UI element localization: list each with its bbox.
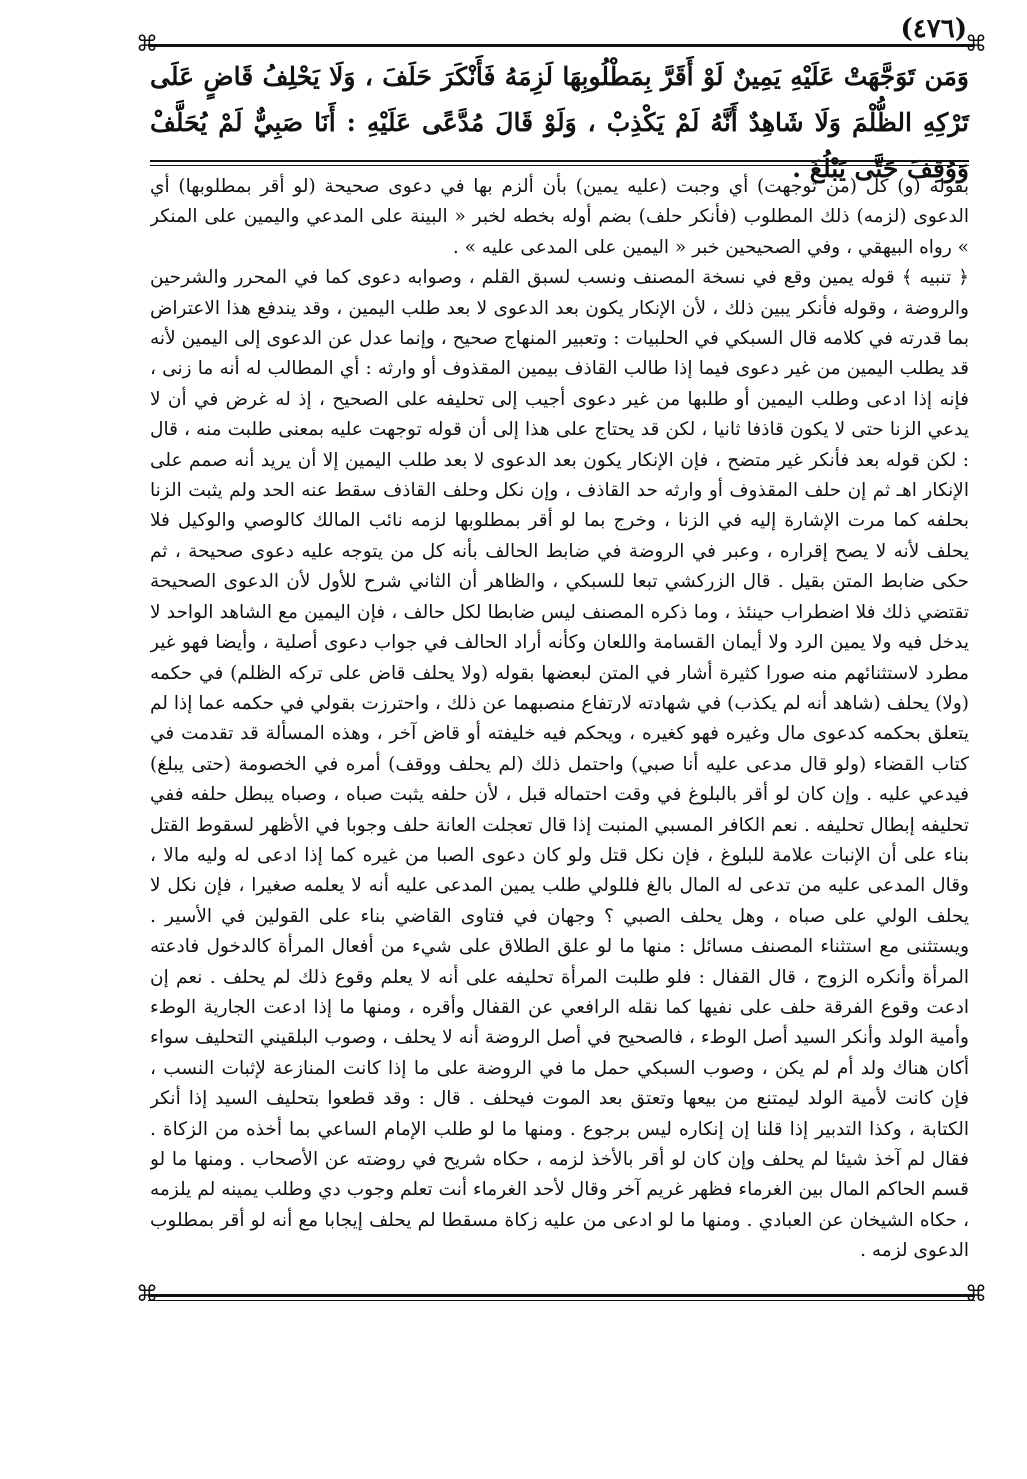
section-divider <box>150 160 969 162</box>
sharh-paragraph: بقوله (و) كل (من توجهت) أي وجبت (عليه يمين) بأن ألزم بها في دعوى صحيحة (لو أقر بمطلوبها) أي الدعوى (لزمه) ذلك المطلوب (فأنكر حلف) بضم أوله بخطه لخبر « البينة على المدعي واليمين على المنكر » رواه البيهقي ، وفي الصحيحين خبر « اليمين على المدعى عليه » . <box>150 176 969 258</box>
page-number: (٤٧٦) <box>900 14 967 44</box>
section-divider <box>150 165 969 166</box>
corner-ornament-icon: ⌘ <box>965 32 987 57</box>
sharh-paragraph: ﴿ تنبيه ﴾ قوله يمين وقع في نسخة المصنف ونسب لسبق القلم ، وصوابه دعوى كما في المحرر والشرحين والروضة ، وقوله فأنكر يبين ذلك ، لأن الإنكار يكون بعد الدعوى لا بعد طلب اليمين ، وقد يندفع هذا الاعتراض بما قدرته في كلامه قال السبكي في الحلبيات : وتعبير المنهاج صحيح ، وإنما عدل عن الدعوى إلى اليمين لأنه قد يطلب اليمين من غير دعوى فيما إذا طالب القاذف بيمين المقذوف أو وارثه : أي المطالب له أنه ما زنى ، فإنه إذا ادعى وطلب اليمين أو طلبها من غير دعوى أجيب إلى تحليفه على الصحيح ، إذ له غرض في أن لا يدعي الزنا حتى لا يكون قاذفا ثانيا ، لكن قد يحتاج على هذا إلى أن قوله توجهت عليه بمعنى طلبت منه ، قال : لكن قوله بعد فأنكر غير متضح ، فإن الإنكار يكون بعد الدعوى لا بعد طلب اليمين إلا أن يريد أنه صمم على الإنكار اهـ ثم إن حلف المقذوف أو وارثه حد القاذف ، وإن نكل وحلف القاذف سقط عنه الحد ولم يثبت الزنا بحلفه كما مرت الإشارة إليه في الزنا ، وخرج بما لو أقر بمطلوبها لزمه نائب المالك كالوصي والوكيل فلا يحلف لأنه لا يصح إقراره ، وعبر في الروضة في ضابط الحالف بأنه كل من يتوجه عليه دعوى صحيحة ، ثم حكى ضابط المتن بقيل . قال الزركشي تبعا للسبكي ، والظاهر أن الثاني شرح للأول لأن الدعوى الصحيحة تقتضي ذلك فلا اضطراب حينئذ ، وما ذكره المصنف ليس ضابطا لكل حالف ، فإن اليمين مع الشاهد الواحد لا يدخل فيه ولا يمين الرد ولا أيمان القسامة واللعان وكأنه أراد الحالف في جواب دعوى أصلية ، وأيضا فهو غير مطرد لاستثنائهم منه صورا كثيرة أشار في المتن لبعضها بقوله (ولا يحلف قاض على تركه الظلم) في حكمه (ولا) يحلف (شاهد أنه لم يكذب) في شهادته لارتفاع منصبهما عن ذلك ، واحترزت بقولي في حكمه عما إذا لم يتعلق بحكمه كدعوى مال وغيره فهو كغيره ، ويحكم فيه خليفته أو قاض آخر ، وهذه المسألة قد تقدمت في كتاب القضاء (ولو قال مدعى عليه أنا صبي) واحتمل ذلك (لم يحلف ووقف) أمره في الخصومة (حتى يبلغ) فيدعي عليه . وإن كان لو أقر بالبلوغ في وقت احتماله قبل ، لأن حلفه يثبت صباه ، وصباه يبطل حلفه ففي تحليفه إبطال تحليفه . نعم الكافر المسبي المنبت إذا قال تعجلت العانة حلف وجوبا في الأظهر لسقوط القتل بناء على أن الإنبات علامة للبلوغ ، فإن نكل قتل ولو كان دعوى الصبا من غيره كما إذا ادعى له وليه مالا ، وقال المدعى عليه من تدعى له المال بالغ فللولي طلب يمين المدعى عليه أنه لا يعلمه صغيرا ، فإن نكل لا يحلف الولي على صباه ، وهل يحلف الصبي ؟ وجهان في فتاوى القاضي بناء على القولين في الأسير . ويستثنى مع استثناء المصنف مسائل : منها ما لو علق الطلاق على شيء من أفعال المرأة كالدخول فادعته المرأة وأنكره الزوج ، قال القفال : فلو طلبت المرأة تحليفه على أنه لا يعلم وقوع ذلك لم يحلف . نعم إن ادعت وقوع الفرقة حلف على نفيها كما نقله الرافعي عن القفال وأقره ، ومنها ما إذا ادعت الجارية الوطء وأمية الولد وأنكر السيد أصل الوطء ، فالصحيح في أصل الروضة أنه لا يحلف ، وصوب البلقيني التحليف سواء أكان هناك ولد أم لم يكن ، وصوب السبكي حمل ما في الروضة على ما إذا كانت المنازعة لإثبات النسب ، فإن كانت لأمية الولد ليمتنع من بيعها وتعتق بعد الموت فيحلف . قال : وقد قطعوا بتحليف السيد إذا أنكر الكتابة ، وكذا التدبير إذا قلنا إن إنكاره ليس برجوع . ومنها ما لو طلب الإمام الساعي بما أخذه من الزكاة . فقال لم آخذ شيئا لم يحلف وإن كان لو أقر بالأخذ لزمه ، حكاه شريح في روضته عن الأصحاب . ومنها ما لو قسم الحاكم المال بين الغرماء فظهر غريم آخر وقال لأحد الغرماء أنت تعلم وجوب دي وطلب يمينه لم يلزمه ، حكاه الشيخان عن العبادي . ومنها ما لو ادعى من عليه زكاة مسقطا لم يحلف إيجابا مع أنه لو أقر بمطلوب الدعوى لزمه . <box>150 267 969 1262</box>
bottom-frame-rule <box>148 1294 975 1297</box>
matn-text: وَمَن تَوَجَّهَتْ عَلَيْهِ يَمِينٌ لَوْ أَقَرَّ بِمَطْلُوبِهَا لَزِمَهُ فَأَنْكَرَ حَلَفَ ، وَلَا يَحْلِفُ قَاضٍ عَلَى تَرْكِهِ الظُّلْمَ وَلَا شَاهِدٌ أَنَّهُ لَمْ يَكْذِبْ ، وَلَوْ قَالَ مُدَّعًى عَلَيْهِ : أَنَا صَبِيٌّ لَمْ يُحَلَّفْ وَوُقِفَ حَتَّى يَبْلُغَ . <box>150 62 969 183</box>
sharh-block <box>150 172 969 1286</box>
top-frame-rule <box>148 44 975 47</box>
bottom-frame-rule <box>148 1300 975 1301</box>
corner-ornament-icon: ⌘ <box>136 32 158 57</box>
corner-ornament-icon: ⌘ <box>965 1282 987 1307</box>
corner-ornament-icon: ⌘ <box>136 1282 158 1307</box>
